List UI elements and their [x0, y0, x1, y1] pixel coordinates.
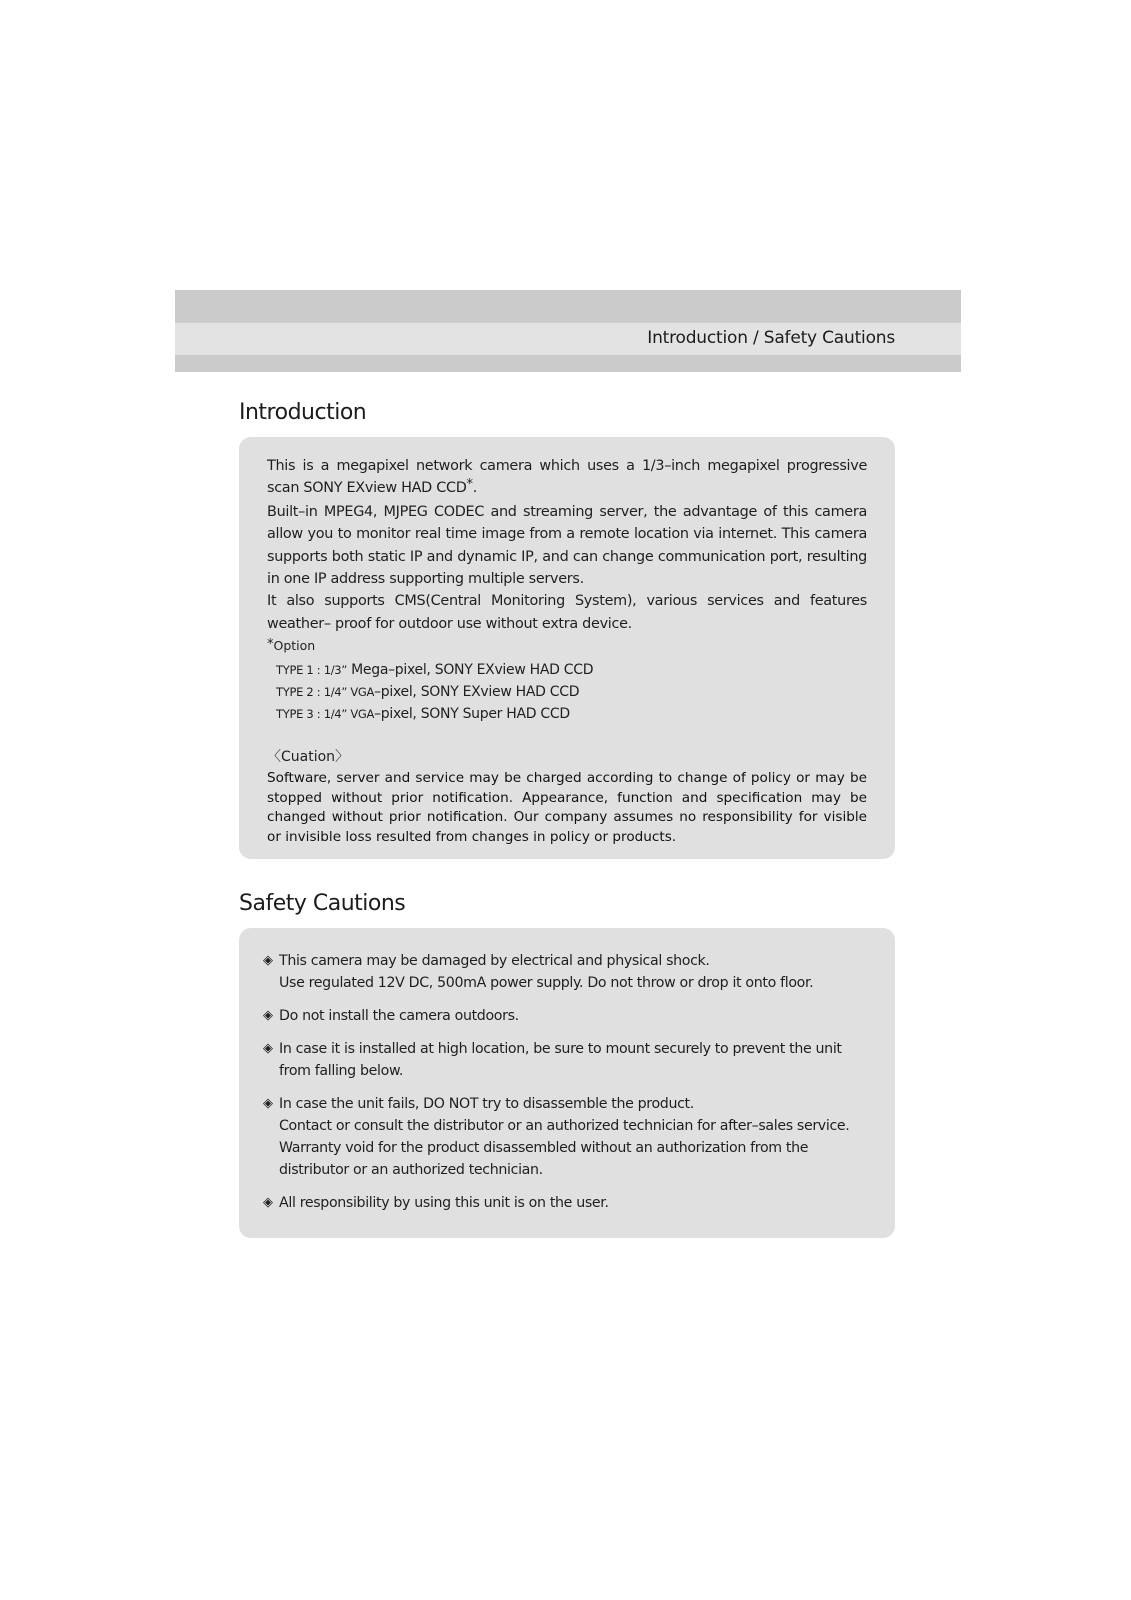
header-inner-strip	[175, 323, 961, 355]
diamond-bullet-icon: ◈	[263, 1041, 273, 1056]
introduction-panel	[239, 437, 895, 859]
diamond-bullet-icon: ◈	[263, 1096, 273, 1111]
safety-panel	[239, 928, 895, 1238]
safety-item-line: Use regulated 12V DC, 500mA power supply. Do not throw or drop it onto floor.	[279, 975, 814, 991]
safety-item-text	[279, 1038, 871, 1082]
option-note: *Option	[267, 637, 316, 654]
safety-item-line: This camera may be damaged by electrical and physical shock.	[279, 953, 710, 969]
intro-paragraph-3: It also supports CMS(Central Monitoring System), various services and features weather– proof for outdoor use without extra device.	[267, 593, 867, 632]
type-row: TYPE 1 : 1/3” Mega–pixel, SONY EXview HAD CCD	[276, 662, 594, 679]
type-row: TYPE 2 : 1/4” VGA–pixel, SONY EXview HAD CCD	[276, 684, 580, 701]
safety-item	[263, 1005, 871, 1027]
introduction-title: Introduction	[239, 400, 367, 425]
header-band	[175, 290, 961, 372]
safety-item	[263, 1093, 871, 1181]
header-title: Introduction / Safety Cautions	[647, 328, 895, 348]
safety-item	[263, 1192, 871, 1214]
safety-title: Safety Cautions	[239, 891, 406, 916]
caution-heading: 〈Cuation〉	[267, 749, 350, 766]
diamond-bullet-icon: ◈	[263, 1008, 273, 1023]
caution-text: Software, server and service may be charged according to change of policy or may be stopped without prior notification. Appearance, function and specification may be changed without prior notification. Our company assumes no responsibility for visible or invisible loss resulted from changes in policy or products.	[267, 770, 867, 846]
safety-list	[263, 950, 871, 1214]
diamond-bullet-icon: ◈	[263, 953, 273, 968]
diamond-bullet-icon: ◈	[263, 1195, 273, 1210]
safety-item	[263, 1038, 871, 1082]
safety-item-line: In case it is installed at high location, be sure to mount securely to prevent the unit from falling below.	[279, 1041, 842, 1079]
safety-item-text	[279, 950, 813, 994]
safety-item-line: Warranty void for the product disassembled without an authorization from the distributor or an authorized technician.	[279, 1140, 809, 1178]
safety-item-line: Contact or consult the distributor or an authorized technician for after–sales service.	[279, 1118, 850, 1134]
intro-paragraph-1: This is a megapixel network camera which uses a 1/3–inch megapixel progressive scan SONY EXview HAD CCD*.	[267, 458, 867, 497]
intro-paragraph-2: Built–in MPEG4, MJPEG CODEC and streaming server, the advantage of this camera allow you to monitor real time image from a remote location via internet. This camera supports both static IP and dynamic IP, and can change communication port, resulting in one IP address supporting multiple servers.	[267, 503, 867, 588]
safety-item	[263, 950, 871, 994]
safety-item-line: All responsibility by using this unit is on the user.	[279, 1195, 609, 1211]
safety-item-line: In case the unit fails, DO NOT try to disassemble the product.	[279, 1096, 694, 1112]
type-list	[276, 659, 867, 725]
safety-item-text	[279, 1093, 871, 1181]
safety-item-text	[279, 1005, 519, 1027]
safety-item-line: Do not install the camera outdoors.	[279, 1008, 519, 1024]
safety-item-text	[279, 1192, 609, 1214]
type-row: TYPE 3 : 1/4” VGA–pixel, SONY Super HAD CCD	[276, 706, 570, 723]
asterisk-mark: *	[466, 477, 473, 493]
